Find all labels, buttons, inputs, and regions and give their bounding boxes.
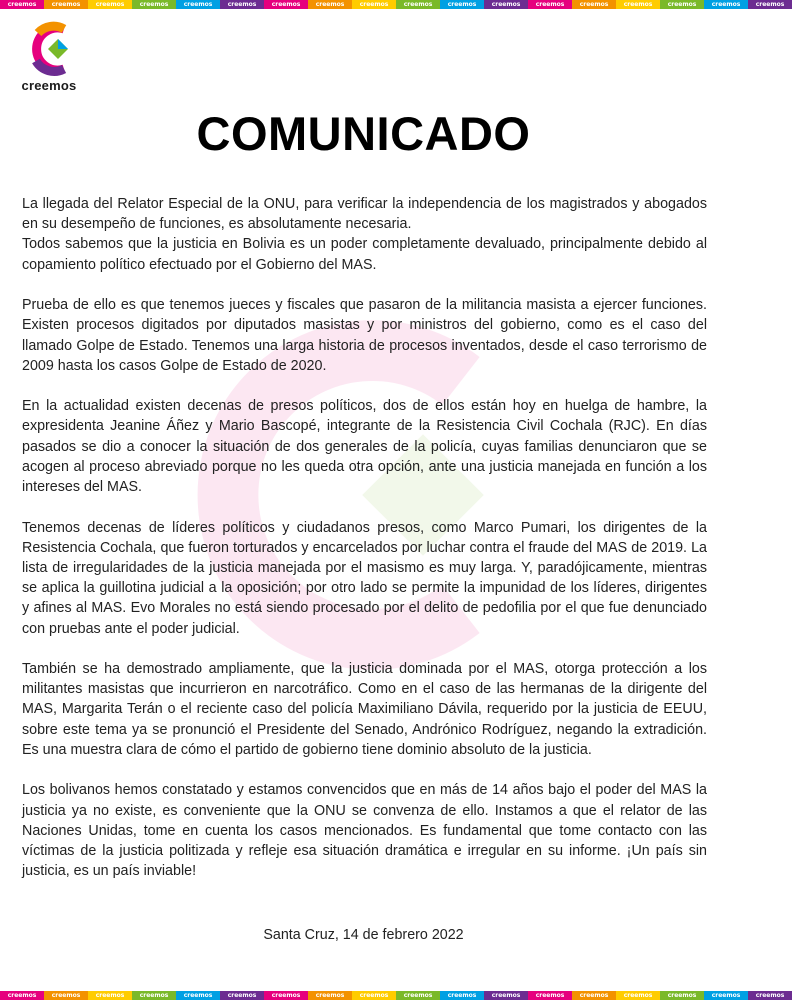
band-segment: creemos [660,0,704,9]
creemos-logo [14,20,84,96]
band-segment: creemos [616,991,660,1000]
band-segment: creemos [44,0,88,9]
band-segment: creemos [748,991,792,1000]
page-title: COMUNICADO [196,107,531,160]
band-segment: creemos [264,0,308,9]
band-segment: creemos [396,991,440,1000]
band-segment: creemos [484,991,528,1000]
band-segment: creemos [176,991,220,1000]
band-segment: creemos [176,0,220,9]
paragraph [22,396,707,497]
band-segment: creemos [396,0,440,9]
band-segment: creemos [132,991,176,1000]
top-color-band [0,0,785,9]
paragraph-line: Tenemos decenas de líderes políticos y ciudadanos presos, como Marco Pumari, los dirigentes de la Resistencia Cochala, que fueron torturados y encarcelados por luchar contra el fraude del MAS de 2019. La lista de irregularidades de la justicia manejada por el masismo es muy larga. Y, paradójicamente, mientras se aplica la guillotina judicial a la oposición; por otro lado se permite la impunidad de los líderes, dirigentes y afines al MAS. Evo Morales no está siendo procesado por el delito de pedofilia por el que fue denunciado con pruebas ante el poder judicial. [22,519,707,637]
band-segment: creemos [572,991,616,1000]
band-segment: creemos [264,991,308,1000]
band-segment: creemos [704,0,748,9]
bottom-color-band [0,991,785,1000]
band-segment: creemos [0,991,44,1000]
signoff-date-place: Santa Cruz, 14 de febrero 2022 [263,927,464,943]
band-segment: creemos [308,0,352,9]
paragraph [22,295,707,376]
paragraph-line: Todos sabemos que la justicia en Bolivia es un poder completamente devaluado, principalmente debido al copamiento político efectuado por el Gobierno del MAS. [22,236,707,273]
paragraph-line: Prueba de ello es que tenemos jueces y fiscales que pasaron de la militancia masista a ejercer funciones. Existen procesos digitados por diputados masistas y por ministros del gobierno, como es el caso del llamado Golpe de Estado. Tenemos una larga historia de procesos inventados, desde el caso terrorismo de 2009 hasta los casos Golpe de Estado de 2020. [22,297,707,374]
band-segment: creemos [704,991,748,1000]
paragraph [22,780,707,881]
band-segment: creemos [528,0,572,9]
band-segment: creemos [572,0,616,9]
paragraph-line: También se ha demostrado ampliamente, que la justicia dominada por el MAS, otorga protección a los militantes masistas que incurrieron en narcotráfico. Como en el caso de las hermanas de la dirigente del MAS, Margarita Terán o el reciente caso del policía Maximiliano Dávila, requerido por la justicia de EEUU, sobre este tema ya se pronunció el Presidente del Senado, Andrónico Rodríguez, negando la extradición. Es una muestra clara de cómo el partido de gobierno tiene dominio absoluto de la justicia. [22,661,707,758]
band-segment: creemos [220,991,264,1000]
band-segment: creemos [748,0,792,9]
band-segment: creemos [440,0,484,9]
document-body [22,194,707,902]
paragraph-line: Los bolivanos hemos constatado y estamos convencidos que en más de 14 años bajo el poder del MAS la justicia ya no existe, es conveniente que la ONU se convenza de ello. Instamos a que el relator de las Naciones Unidas, tome en cuenta los casos mencionados. Es fundamental que tome contacto con las víctimas de la justicia politizada y refleje esa situación dramática e irregular en su informe. ¡Un país sin justicia, es un país inviable! [22,782,707,880]
band-segment: creemos [616,0,660,9]
band-segment: creemos [660,991,704,1000]
band-segment: creemos [352,991,396,1000]
paragraph [22,659,707,760]
band-segment: creemos [132,0,176,9]
paragraph-line: En la actualidad existen decenas de presos políticos, dos de ellos están hoy en huelga de hambre, la expresidenta Jeanine Áñez y Mario Bascopé, integrante de la Resistencia Civil Cochala (RJC). En días pasados se dio a conocer la situación de dos generales de la policía, cuyas familias denunciaron que se acogen al proceso abreviado porque no les queda otra opción, ante una justicia manejada en función a los intereses del MAS. [22,398,707,496]
band-segment: creemos [528,991,572,1000]
band-segment: creemos [484,0,528,9]
band-segment: creemos [440,991,484,1000]
brand-name: creemos [21,78,77,93]
paragraph [22,518,707,639]
band-segment: creemos [0,0,44,9]
band-segment: creemos [308,991,352,1000]
band-segment: creemos [88,0,132,9]
band-segment: creemos [44,991,88,1000]
band-segment: creemos [220,0,264,9]
band-segment: creemos [88,991,132,1000]
band-segment: creemos [352,0,396,9]
creemos-c-mark-icon [24,20,76,78]
paragraph-line: La llegada del Relator Especial de la ONU, para verificar la independencia de los magistrados y abogados en su desempeño de funciones, es absolutamente necesaria. [22,196,707,233]
paragraph [22,194,707,275]
